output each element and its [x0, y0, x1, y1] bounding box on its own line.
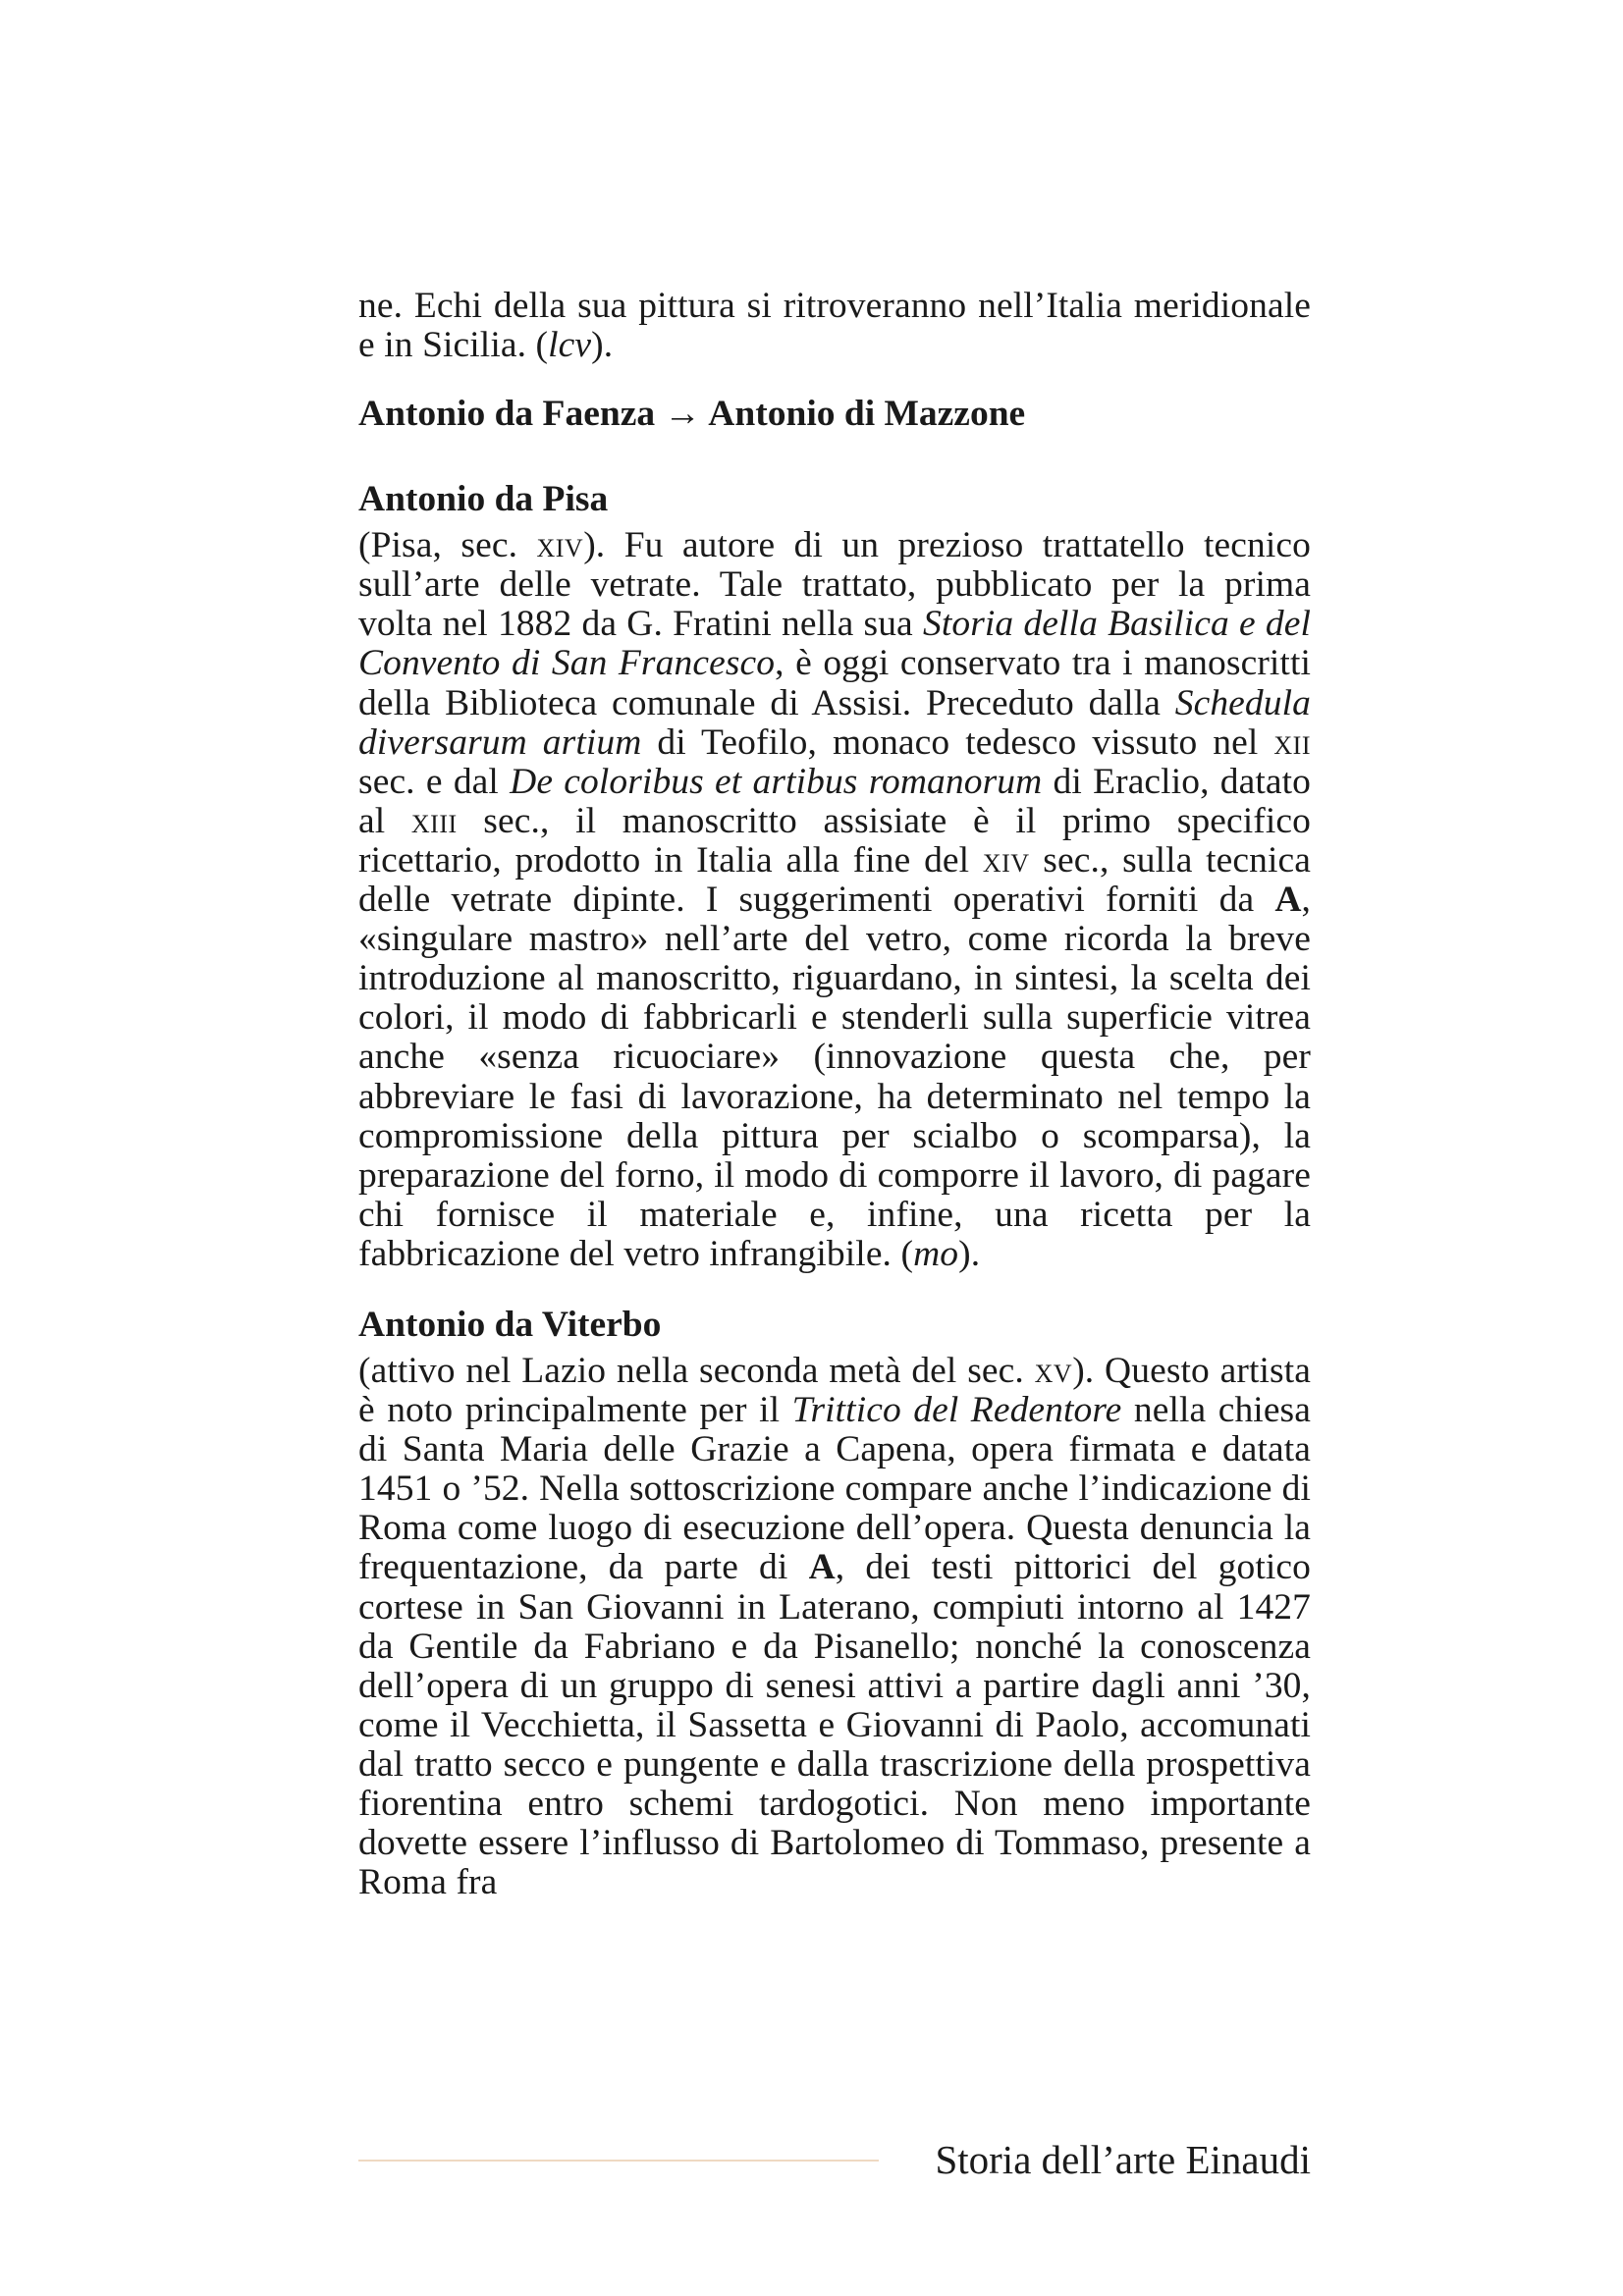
cross-reference-heading — [358, 393, 1311, 436]
book-title: De coloribus et artibus romanorum — [510, 761, 1043, 802]
footer-rule — [358, 2160, 879, 2162]
author-signature: mo — [913, 1233, 959, 1274]
intro-text: ne. Echi della sua pittura si ritroveranno nell’Italia meridionale e in Sicilia. ( — [358, 286, 1311, 366]
subject-initial: A — [1274, 880, 1302, 921]
arrow-right-icon: → — [664, 394, 701, 435]
text-column — [358, 275, 1311, 1902]
entry-title-pisa: Antonio da Pisa — [358, 479, 609, 520]
entry-body-pisa: (Pisa, sec. xiv). Fu autore di un prezioso trattatello tecnico sull’arte delle vetrate. Tale trattato, pubblicato per la prima volta nel 1882 da G. Fratini nella sua Storia della Basilica e del Convento di San Francesco, è oggi conservato tra i manoscritti della Biblioteca comunale di Assisi. Preceduto dalla Schedula diversarum artium di Teofilo, monaco tedesco vissuto nel xii sec. e dal De coloribus et artibus romanorum di Eraclio, datato al xiii sec., il manoscritto assisiate è il primo specifico ricettario, prodotto in Italia alla fine del xiv sec., sulla tecnica delle vetrate dipinte. I suggerimenti operativi forniti da A, «singulare mastro» nell’arte del vetro, come ricorda la breve introduzione al manoscritto, riguardano, in sintesi, la scelta dei colori, il modo di fabbricarli e stenderli sulla superficie vitrea anche «senza ricuociare» (innovazione questa che, per abbreviare le fasi di lavorazione, ha determinato nel tempo la compromissione della pittura per scialbo o scomparsa), la preparazione del forno, il modo di comporre il lavoro, di pagare chi fornisce il materiale e, infine, una ricetta per la fabbricazione del vetro infrangibile. (mo). — [358, 525, 1311, 1274]
xref-from: Antonio da Faenza — [358, 394, 656, 435]
xref-to[interactable]: Antonio di Mazzone — [708, 394, 1026, 435]
intro-close: ). — [591, 325, 614, 366]
entry-body-viterbo: (attivo nel Lazio nella seconda metà del sec. xv). Questo artista è noto principalmente per il Trittico del Redentore nella chiesa di Santa Maria delle Grazie a Capena, opera firmata e datata 1451 o ’52. Nella sottoscrizione compare anche l’indicazione di Roma come luogo di esecuzione dell’opera. Questa denuncia la frequentazione, da parte di A, dei testi pittorici del gotico cortese in San Giovanni in Laterano, compiuti intorno al 1427 da Gentile da Fabriano e da Pisanello; nonché la conoscenza dell’opera di un gruppo di senesi attivi a partire dagli anni ’30, come il Vecchietta, il Sassetta e Giovanni di Paolo, accomunati dal tratto secco e pungente e dalla trascrizione della prospettiva fiorentina entro schemi tardogotici. Non meno importante dovette essere l’influsso di Bartolomeo di Tommaso, presente a Roma fra — [358, 1350, 1312, 1903]
book-title: Storia della Basilica e del Convento di San Francesco — [358, 604, 1311, 684]
artwork-title: Trittico del Redentore — [791, 1390, 1122, 1431]
author-signature: lcv — [548, 325, 592, 366]
footer-label: Storia dell’arte Einaudi — [935, 2137, 1311, 2182]
intro-paragraph — [358, 287, 1311, 365]
subject-initial: A — [808, 1547, 836, 1588]
entry-title-viterbo: Antonio da Viterbo — [358, 1304, 662, 1345]
book-title: Schedula diversarum artium — [358, 682, 1311, 763]
